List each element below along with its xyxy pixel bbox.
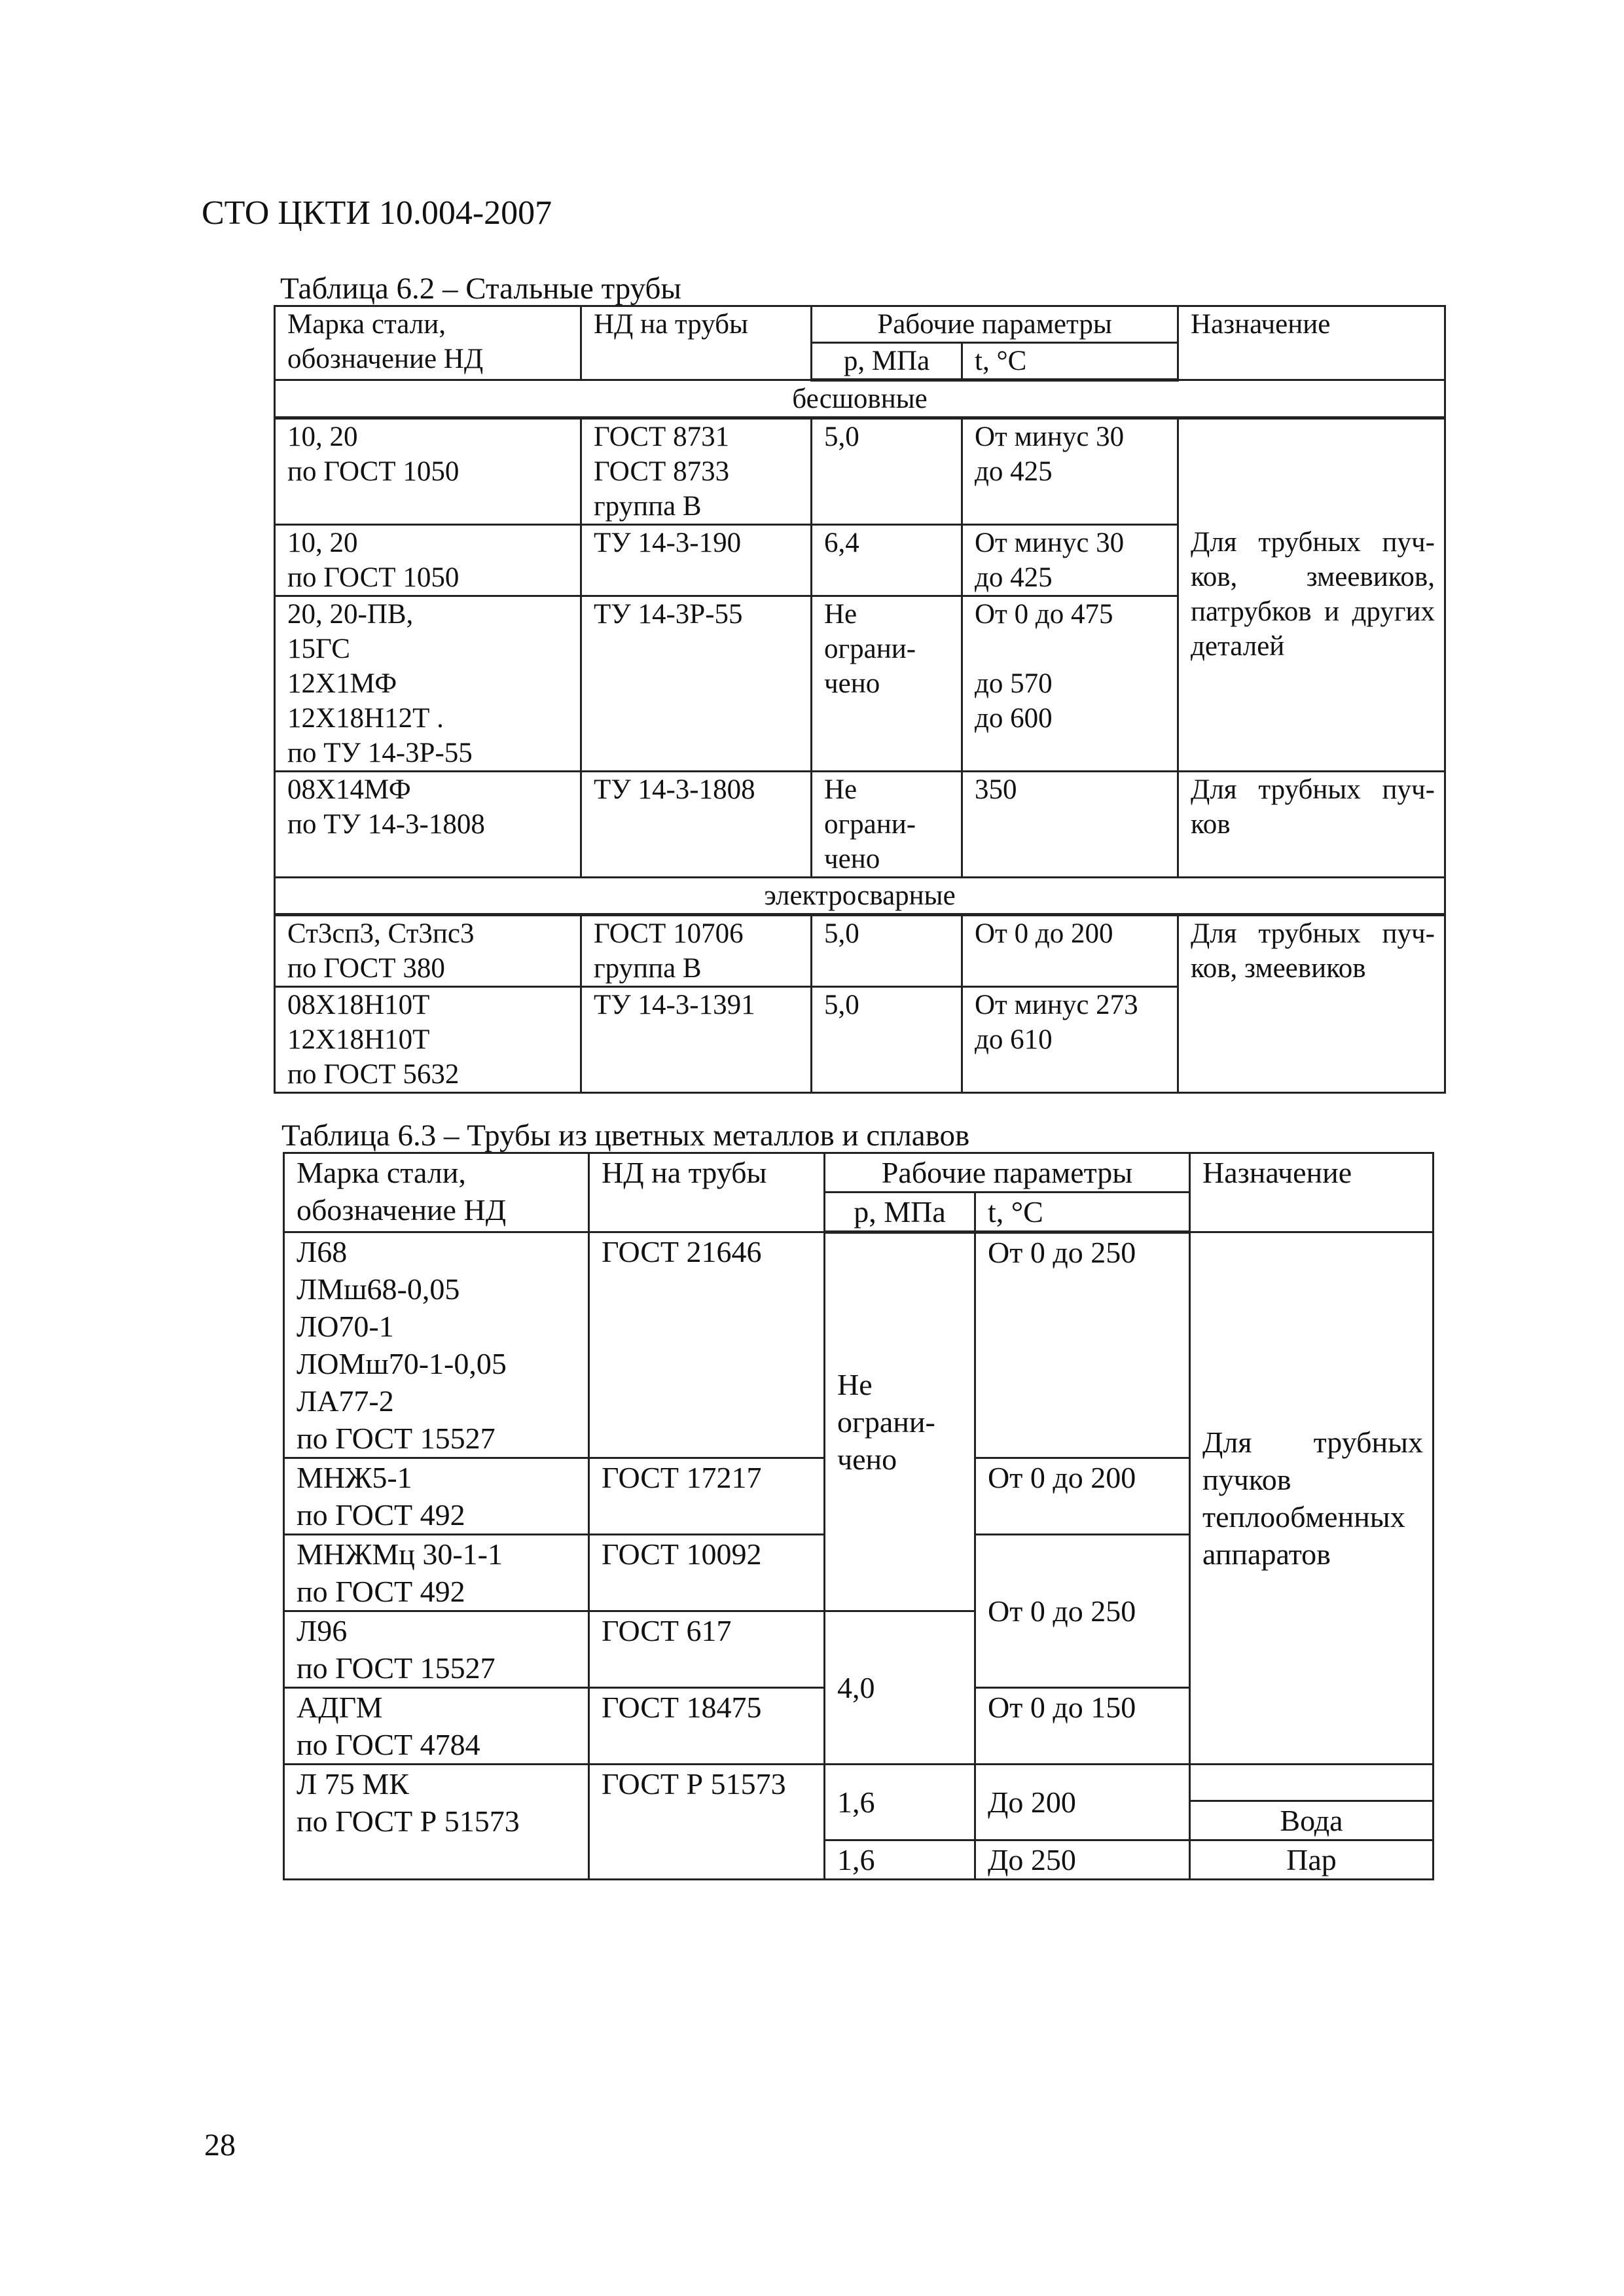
table-row (275, 915, 1445, 987)
cell-t: От 0 до 150 (975, 1688, 1190, 1765)
cell-purpose-empty (1190, 1765, 1434, 1801)
table-row (275, 772, 1445, 878)
cell-t: 350 (962, 772, 1178, 878)
table-row (284, 1765, 1434, 1801)
cell-nd: ГОСТ 10092 (589, 1535, 825, 1611)
header-t: t, °С (962, 343, 1178, 380)
header-grade: Марка стали, обозначение НД (275, 306, 581, 380)
table-row (284, 1232, 1434, 1458)
cell-grade: 08Х14МФ по ТУ 14-3-1808 (275, 772, 581, 878)
cell-nd: ТУ 14-3-1391 (581, 987, 812, 1093)
cell-p: 5,0 (812, 915, 962, 987)
cell-grade: 10, 20 по ГОСТ 1050 (275, 525, 581, 596)
cell-t: От минус 30 до 425 (962, 418, 1178, 525)
section-welded: электросварные (275, 878, 1445, 915)
table-6-3-caption: Таблица 6.3 – Трубы из цветных металлов и сплавов (281, 1119, 970, 1153)
cell-grade: Л96 по ГОСТ 15527 (284, 1611, 589, 1688)
cell-grade: Л 75 МК по ГОСТ Р 51573 (284, 1765, 589, 1880)
table-6-2-caption: Таблица 6.2 – Стальные трубы (280, 272, 681, 306)
header-params: Рабочие параметры (825, 1153, 1190, 1193)
cell-t: От минус 273 до 610 (962, 987, 1178, 1093)
table-6-3 (283, 1152, 1434, 1880)
cell-p: Не ограни- чено (812, 596, 962, 772)
cell-p: 4,0 (825, 1611, 975, 1765)
cell-purpose: Для трубных пуч-ков, змеевиков, патрубков и других деталей (1178, 525, 1445, 772)
cell-p: 5,0 (812, 418, 962, 525)
header-params: Рабочие параметры (812, 306, 1178, 343)
table-6-2 (274, 305, 1446, 1094)
cell-nd: ГОСТ 21646 (589, 1232, 825, 1458)
cell-nd: ГОСТ 18475 (589, 1688, 825, 1765)
header-p: р, МПа (812, 343, 962, 380)
cell-t: От 0 до 200 (962, 915, 1178, 987)
document-code: СТО ЦКТИ 10.004-2007 (202, 194, 552, 232)
cell-p: 5,0 (812, 987, 962, 1093)
cell-nd: ТУ 14-3-1808 (581, 772, 812, 878)
header-t: t, °С (975, 1193, 1190, 1232)
cell-grade: МНЖ5-1 по ГОСТ 492 (284, 1458, 589, 1535)
cell-purpose-empty (1178, 418, 1445, 525)
cell-t: От 0 до 250 (975, 1535, 1190, 1688)
cell-t: От 0 до 200 (975, 1458, 1190, 1535)
cell-grade: МНЖМц 30-1-1 по ГОСТ 492 (284, 1535, 589, 1611)
cell-nd: ГОСТ 8731 ГОСТ 8733 группа В (581, 418, 812, 525)
cell-t: От минус 30 до 425 (962, 525, 1178, 596)
cell-nd: ГОСТ 10706 группа В (581, 915, 812, 987)
cell-purpose: Для трубных пуч-ков (1178, 772, 1445, 878)
cell-grade: 20, 20-ПВ, 15ГС 12Х1МФ 12Х18Н12Т . по ТУ 14-3Р-55 (275, 596, 581, 772)
cell-purpose: Для трубных пучков теплообменных аппаратов (1190, 1232, 1434, 1765)
table-row (275, 418, 1445, 525)
cell-nd: ГОСТ 17217 (589, 1458, 825, 1535)
cell-t: От 0 до 475 до 570 до 600 (962, 596, 1178, 772)
cell-p: 1,6 (825, 1765, 975, 1840)
cell-p: Не ограни- чено (812, 772, 962, 878)
cell-grade: Ст3сп3, Ст3пс3 по ГОСТ 380 (275, 915, 581, 987)
table-row (275, 525, 1445, 596)
cell-nd: ГОСТ 617 (589, 1611, 825, 1688)
cell-grade: 10, 20 по ГОСТ 1050 (275, 418, 581, 525)
header-nd: НД на трубы (589, 1153, 825, 1232)
header-nd: НД на трубы (581, 306, 812, 380)
cell-grade: Л68 ЛМш68-0,05 ЛО70-1 ЛОМш70-1-0,05 ЛА77-2 по ГОСТ 15527 (284, 1232, 589, 1458)
cell-purpose: Для трубных пуч-ков, змеевиков (1178, 915, 1445, 1093)
cell-p: 1,6 (825, 1840, 975, 1880)
cell-p: 6,4 (812, 525, 962, 596)
header-grade: Марка стали, обозначение НД (284, 1153, 589, 1232)
cell-nd: ТУ 14-3Р-55 (581, 596, 812, 772)
section-seamless: бесшовные (275, 380, 1445, 418)
cell-grade: 08Х18Н10Т 12Х18Н10Т по ГОСТ 5632 (275, 987, 581, 1093)
header-purpose: Назначение (1190, 1153, 1434, 1232)
cell-p: Не ограни- чено (825, 1232, 975, 1611)
cell-purpose: Пар (1190, 1840, 1434, 1880)
cell-t: До 250 (975, 1840, 1190, 1880)
page-number: 28 (204, 2128, 236, 2162)
cell-purpose: Вода (1190, 1801, 1434, 1840)
cell-grade: АДГМ по ГОСТ 4784 (284, 1688, 589, 1765)
cell-nd: ТУ 14-3-190 (581, 525, 812, 596)
cell-t: От 0 до 250 (975, 1232, 1190, 1458)
header-purpose: Назначение (1178, 306, 1445, 380)
header-p: р, МПа (825, 1193, 975, 1232)
cell-t: До 200 (975, 1765, 1190, 1840)
cell-nd: ГОСТ Р 51573 (589, 1765, 825, 1880)
